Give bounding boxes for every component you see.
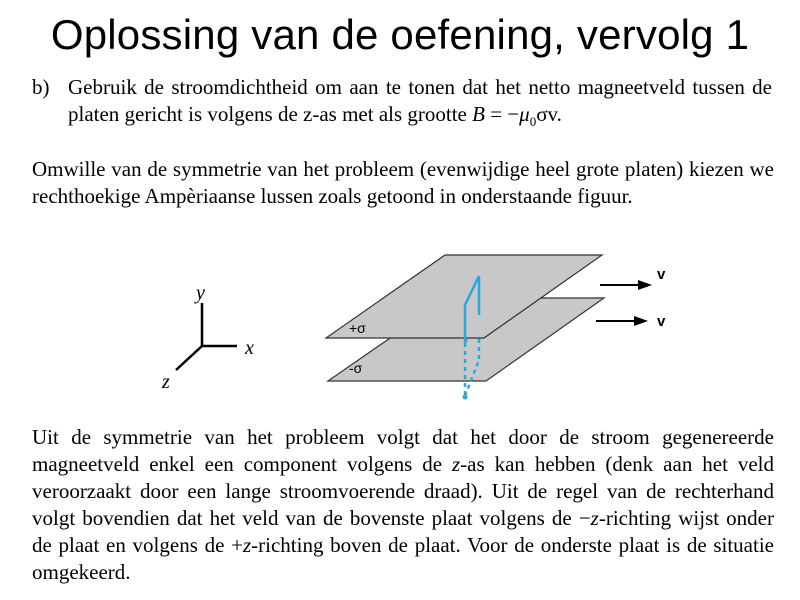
- velocity-label-bottom: v: [657, 313, 666, 330]
- formula-mu: μ: [519, 102, 530, 126]
- arrow-head-top: [638, 280, 652, 290]
- item-text: Gebruik de stroomdichtheid om aan te tonen dat het netto magneetveld tussen de platen gericht is volgens de z-as met als grootte $B = -\mu_0\sigma v$.: [68, 75, 772, 130]
- bottom-plate-charge: -σ: [349, 360, 363, 376]
- paragraph-field-direction: Uit de symmetrie van het probleem volgt dat het door de stroom gegenereerde magneetveld enkel een component volgens de z-as kan hebben (denk aan het veld veroorzaakt door een lange stroomvoerende draad). Uit de regel van de rechterhand volgt bovendien dat het veld van de bovenste plaat volgens de −z-richting wijst onder de plaat en volgens de +z-richting boven de plaat. Voor de onderste plaat is de situatie omgekeerd.: [32, 425, 775, 584]
- formula-b: B: [472, 102, 485, 126]
- axis-x-label: x: [245, 337, 254, 359]
- loop-end-dot: [463, 395, 468, 400]
- velocity-label-top: v: [657, 266, 666, 283]
- page-title: Oplossing van de oefening, vervolg 1: [50, 11, 750, 58]
- axes-diagram: [176, 303, 237, 370]
- paragraph-symmetry: Omwille van de symmetrie van het probleem (evenwijdige heel grote platen) kiezen we rechthoekige Ampèriaanse lussen zoals getoond in onderstaande figuur.: [32, 157, 774, 208]
- axis-y-label: y: [196, 282, 205, 304]
- velocity-arrows: [596, 285, 642, 321]
- axis-z-label: z: [162, 371, 170, 393]
- top-plate-charge: +σ: [349, 320, 366, 336]
- item-label: b): [32, 75, 50, 99]
- arrow-head-bottom: [634, 316, 648, 326]
- z-axis-line: [176, 346, 202, 370]
